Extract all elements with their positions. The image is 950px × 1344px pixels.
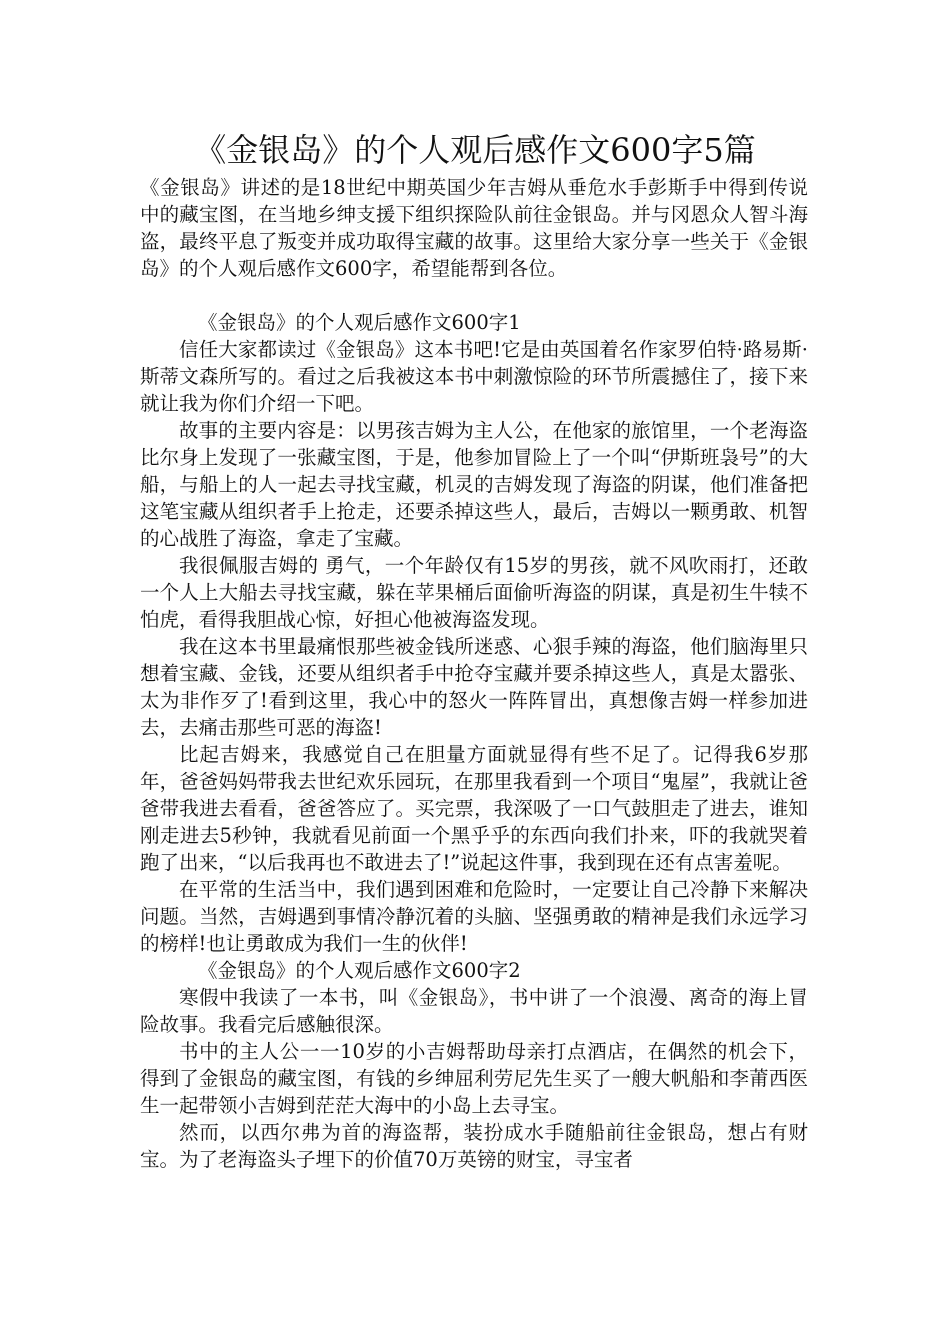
paragraph: 寒假中我读了一本书，叫《金银岛》，书中讲了一个浪漫、离奇的海上冒险故事。我看完后感触很深。 (140, 986, 808, 1036)
paragraph: 在平常的生活当中，我们遇到困难和危险时，一定要让自己冷静下来解决问题。当然，吉姆遇到事情冷静沉着的头脑、坚强勇敢的精神是我们永远学习的榜样!也让勇敢成为我们一生的伙伴! (140, 878, 808, 955)
paragraph: 比起吉姆来，我感觉自己在胆量方面就显得有些不足了。记得我6岁那年，爸爸妈妈带我去世纪欢乐园玩，在那里我看到一个项目“鬼屋”，我就让爸爸带我进去看看，爸爸答应了。买完票，我深吸了一口气鼓胆走了进去，谁知刚走进去5秒钟，我就看见前面一个黑乎乎的东西向我们扑来，吓的我就哭着跑了出来，“以后我再也不敢进去了!”说起这件事，我到现在还有点害羞呢。 (140, 743, 808, 874)
paragraph: 故事的主要内容是：以男孩吉姆为主人公，在他家的旅馆里，一个老海盗比尔身上发现了一张藏宝图，于是，他参加冒险上了一个叫“伊斯班袅号”的大船，与船上的人一起去寻找宝藏，机灵的吉姆发现了海盗的阴谋，他们准备把这笔宝藏从组织者手上抢走，还要杀掉这些人，最后，吉姆以一颗勇敢、机智的心战胜了海盗，拿走了宝藏。 (140, 419, 808, 550)
document-title: 《金银岛》的个人观后感作文600字5篇 (194, 131, 756, 169)
section-heading-2: 《金银岛》的个人观后感作文600字2 (198, 959, 521, 982)
section-heading-1: 《金银岛》的个人观后感作文600字1 (198, 311, 521, 334)
paragraph: 然而，以西尔弗为首的海盗帮，装扮成水手随船前往金银岛，想占有财宝。为了老海盗头子埋下的价值70万英镑的财宝，寻宝者 (140, 1121, 808, 1171)
paragraph: 我在这本书里最痛恨那些被金钱所迷惑、心狠手辣的海盗，他们脑海里只想着宝藏、金钱，还要从组织者手中抢夺宝藏并要杀掉这些人，真是太嚣张、太为非作歹了!看到这里，我心中的怒火一阵阵冒出，真想像吉姆一样参加进去，去痛击那些可恶的海盗! (140, 635, 808, 739)
paragraph: 我很佩服吉姆的 勇气，一个年龄仅有15岁的男孩，就不风吹雨打，还敢一个人上大船去寻找宝藏，躲在苹果桶后面偷听海盗的阴谋，真是初生牛犊不怕虎，看得我胆战心惊，好担心他被海盗发现。 (140, 554, 808, 631)
document-body (140, 174, 808, 1173)
intro-paragraph: 《金银岛》讲述的是18世纪中期英国少年吉姆从垂危水手彭斯手中得到传说中的藏宝图，在当地乡绅支援下组织探险队前往金银岛。并与冈恩众人智斗海盗，最终平息了叛变并成功取得宝藏的故事。这里给大家分享一些关于《金银岛》的个人观后感作文600字，希望能帮到各位。 (140, 176, 808, 280)
paragraph: 书中的主人公一一10岁的小吉姆帮助母亲打点酒店，在偶然的机会下，得到了金银岛的藏宝图，有钱的乡绅屈利劳尼先生买了一艘大帆船和李莆西医生一起带领小吉姆到茫茫大海中的小岛上去寻宝。 (140, 1040, 808, 1117)
paragraph: 信任大家都读过《金银岛》这本书吧!它是由英国着名作家罗伯特·路易斯·斯蒂文森所写的。看过之后我被这本书中刺激惊险的环节所震撼住了，接下来就让我为你们介绍一下吧。 (140, 338, 808, 415)
